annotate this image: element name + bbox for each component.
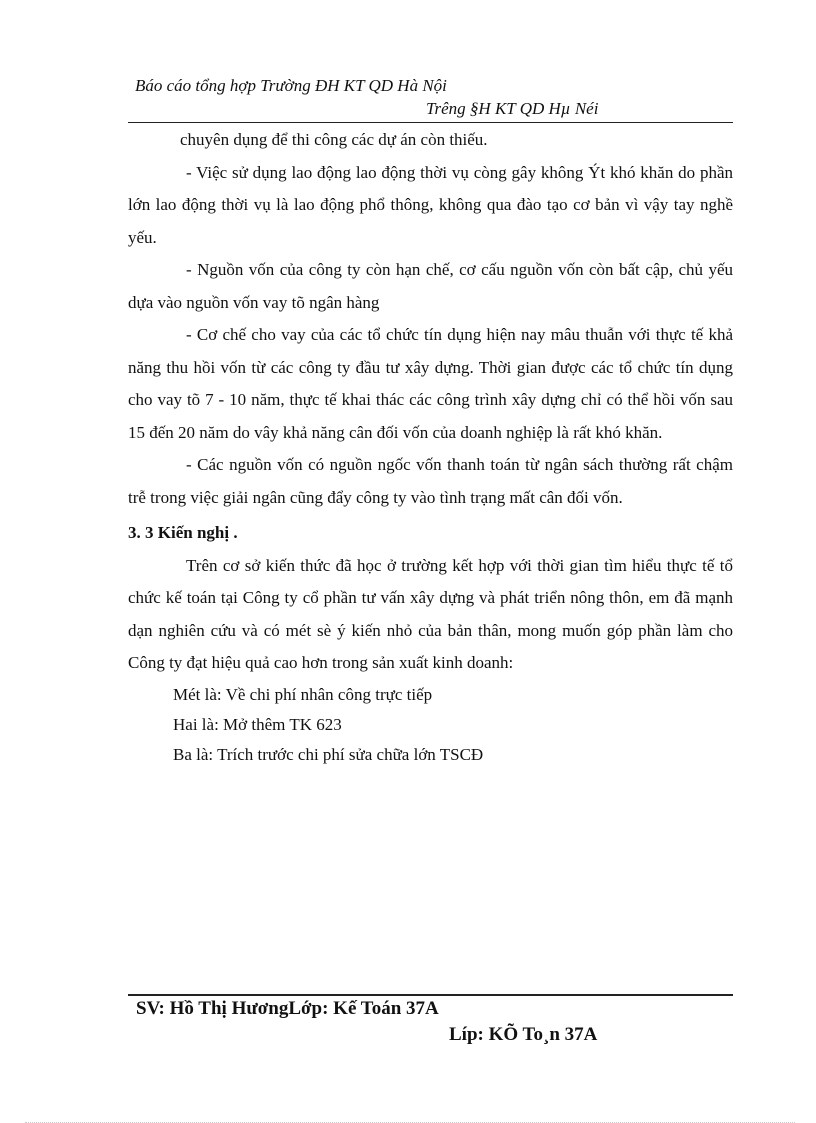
header-divider [128, 122, 733, 123]
list-item: Hai là: Mở thêm TK 623 [173, 714, 342, 734]
list-item: Mét là: Về chi phí nhân công trực tiếp [173, 684, 433, 704]
paragraph: - Cơ chế cho vay của các tổ chức tín dụng hiện nay mâu thuẫn với thực tế khả năng thu hồi vốn từ các công ty đầu tư xây dựng. Thời gian được các tổ chức tín dụng cho vay tõ 7 - 10 năm, thực tế khai thác các công trình xây dựng chỉ có thể hồi vốn sau 15 đến 20 năm do vây khả năng cân đối vốn của doanh nghiệp là rất khó khăn. [128, 325, 733, 442]
paragraph: - Việc sử dụng lao động lao động thời vụ còng gây không Ýt khó khăn do phần lớn lao động thời vụ là lao động phổ thông, không qua đào tạo cơ bản vì vậy tay nghề yếu. [128, 162, 733, 247]
header-subtitle: Trêng §H KT QD Hµ Néi [426, 99, 599, 118]
section-heading: 3. 3 Kiến nghị . [128, 523, 238, 542]
list-item: Ba là: Trích trước chi phí sửa chữa lớn TSCĐ [173, 744, 484, 764]
paragraph: - Nguồn vốn của công ty còn hạn chế, cơ cấu nguồn vốn còn bất cập, chủ yếu dựa vào nguồn vốn vay tõ ngân hàng [128, 260, 733, 312]
paragraph: chuyên dụng để thi công các dự án còn thiếu. [180, 130, 488, 149]
document-body [128, 124, 733, 770]
footer-student: SV: Hồ Thị HươngLớp: Kế Toán 37A [136, 998, 439, 1019]
footer-divider [128, 994, 733, 996]
paragraph: Trên cơ sở kiến thức đã học ở trường kết hợp với thời gian tìm hiểu thực tế tổ chức kế toán tại Công ty cổ phần tư vấn xây dựng và phát triển nông thôn, em đã mạnh dạn nghiên cứu và có mét sè ý kiến nhỏ của bản thân, mong muốn góp phần làm cho Công ty đạt hiệu quả cao hơn trong sản xuất kinh doanh: [128, 555, 733, 672]
header-title: Báo cáo tổng hợp Trường ĐH KT QD Hà Nội [135, 76, 447, 95]
footer-class: Líp: KÕ To¸n 37A [449, 1024, 598, 1045]
paragraph: - Các nguồn vốn có nguồn ngốc vốn thanh toán từ ngân sách thường rất chậm trễ trong việc giải ngân cũng đẩy công ty vào tình trạng mất cân đối vốn. [128, 455, 733, 507]
